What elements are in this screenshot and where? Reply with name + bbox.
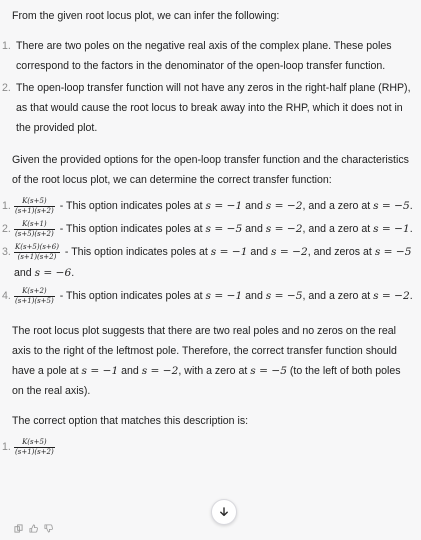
fraction-numerator: K(s+5)(s+6): [15, 242, 59, 251]
list-item: [0, 78, 421, 138]
math-pole: s = −2: [271, 246, 308, 258]
options-list: [0, 196, 421, 307]
option-and: and: [242, 223, 266, 235]
math-pole: s = −5: [265, 290, 303, 302]
list-number: 3.: [2, 246, 11, 258]
list-number: 1.: [2, 200, 11, 212]
option-and: and: [242, 200, 266, 212]
list-number: 2.: [2, 223, 11, 235]
math-pole: s = −1: [205, 200, 243, 212]
option-item: [0, 196, 421, 217]
scroll-down-button[interactable]: [211, 499, 237, 525]
option-end: .: [409, 200, 413, 212]
given-text: Given the provided options for the open-loop transfer function and the characteristics of the root locus plot, we can determine the correct transfer function:: [12, 154, 409, 186]
fraction-denominator: (s+1)(s+5): [15, 296, 54, 305]
list-number: 4.: [2, 290, 11, 302]
option-item: [0, 286, 421, 307]
transfer-function-fraction: [14, 197, 55, 216]
option-desc: - This option indicates poles at: [61, 246, 211, 258]
math-zero: s = −2: [373, 290, 410, 302]
fraction-numerator: K(s+2): [22, 286, 47, 295]
fraction-numerator: K(s+5): [22, 437, 47, 446]
math-zero: s = −5: [373, 200, 410, 212]
transfer-function-fraction: [14, 438, 55, 457]
option-desc: - This option indicates poles at: [56, 200, 206, 212]
option-desc: , and a zero at: [302, 200, 374, 212]
option-item: [0, 242, 421, 284]
math-zero: s = −5: [374, 246, 412, 258]
option-and: and: [242, 290, 266, 302]
option-and: and: [14, 267, 35, 279]
list-number: 1.: [2, 441, 11, 453]
fraction-numerator: K(s+1): [22, 219, 47, 228]
intro-text: From the given root locus plot, we can infer the following:: [12, 10, 280, 22]
fraction-denominator: (s+1)(s+2): [14, 252, 60, 262]
fraction-denominator: (s+1)(s+2): [15, 447, 54, 456]
list-item: [0, 36, 421, 76]
option-end: .: [409, 290, 413, 302]
conclusion-text: The root locus plot suggests that there are two real poles and no zeros on the real axis to the right of the leftmost pole. Therefore, the correct transfer function should have a pole at: [12, 325, 397, 377]
option-desc: , and zeros at: [307, 246, 375, 258]
answer-item: [0, 437, 421, 457]
root-locus-conclusion: [0, 321, 421, 401]
option-desc: , and a zero at: [302, 223, 374, 235]
option-and: and: [247, 246, 272, 258]
option-item: [0, 219, 421, 240]
transfer-function-fraction: [14, 243, 60, 262]
conclusion-text: (to the left of both poles on the real axis).: [12, 365, 401, 397]
correct-intro-text: The correct option that matches this description is:: [12, 415, 249, 427]
list-number: 2.: [2, 82, 11, 94]
option-desc: - This option indicates poles at: [56, 223, 206, 235]
list-item-text: The open-loop transfer function will not have any zeros in the right-half plane (RHP), as that would cause the root locus to break away into the RHP, which it does not in the provided plot.: [16, 82, 411, 134]
transfer-function-fraction: [14, 220, 55, 239]
inference-list: [0, 36, 421, 138]
conclusion-text: and: [118, 365, 142, 377]
option-desc: , and a zero at: [302, 290, 374, 302]
list-item-text: There are two poles on the negative real axis of the complex plane. These poles correspond to the factors in the denominator of the open-loop transfer function.: [16, 40, 392, 72]
fraction-denominator: (s+5)(s+2): [15, 229, 54, 238]
fraction-numerator: K(s+5): [22, 196, 47, 205]
math-pole: s = −1: [81, 365, 119, 377]
option-desc: - This option indicates poles at: [56, 290, 206, 302]
math-pole: s = −1: [210, 246, 248, 258]
math-pole: s = −2: [265, 223, 303, 235]
math-zero: s = −6: [34, 267, 72, 279]
conclusion-text: , with a zero at: [178, 365, 251, 377]
arrow-down-icon: [218, 506, 230, 518]
option-end: .: [409, 223, 413, 235]
fraction-denominator: (s+1)(s+2): [15, 206, 54, 215]
math-pole: s = −2: [265, 200, 303, 212]
math-zero: s = −1: [373, 223, 410, 235]
math-zero: s = −5: [250, 365, 287, 377]
math-pole: s = −5: [205, 223, 243, 235]
option-end: .: [71, 267, 75, 279]
transfer-function-fraction: [14, 287, 55, 306]
answer-list: [0, 437, 421, 457]
list-number: 1.: [2, 40, 11, 52]
math-pole: s = −2: [141, 365, 179, 377]
math-pole: s = −1: [205, 290, 243, 302]
